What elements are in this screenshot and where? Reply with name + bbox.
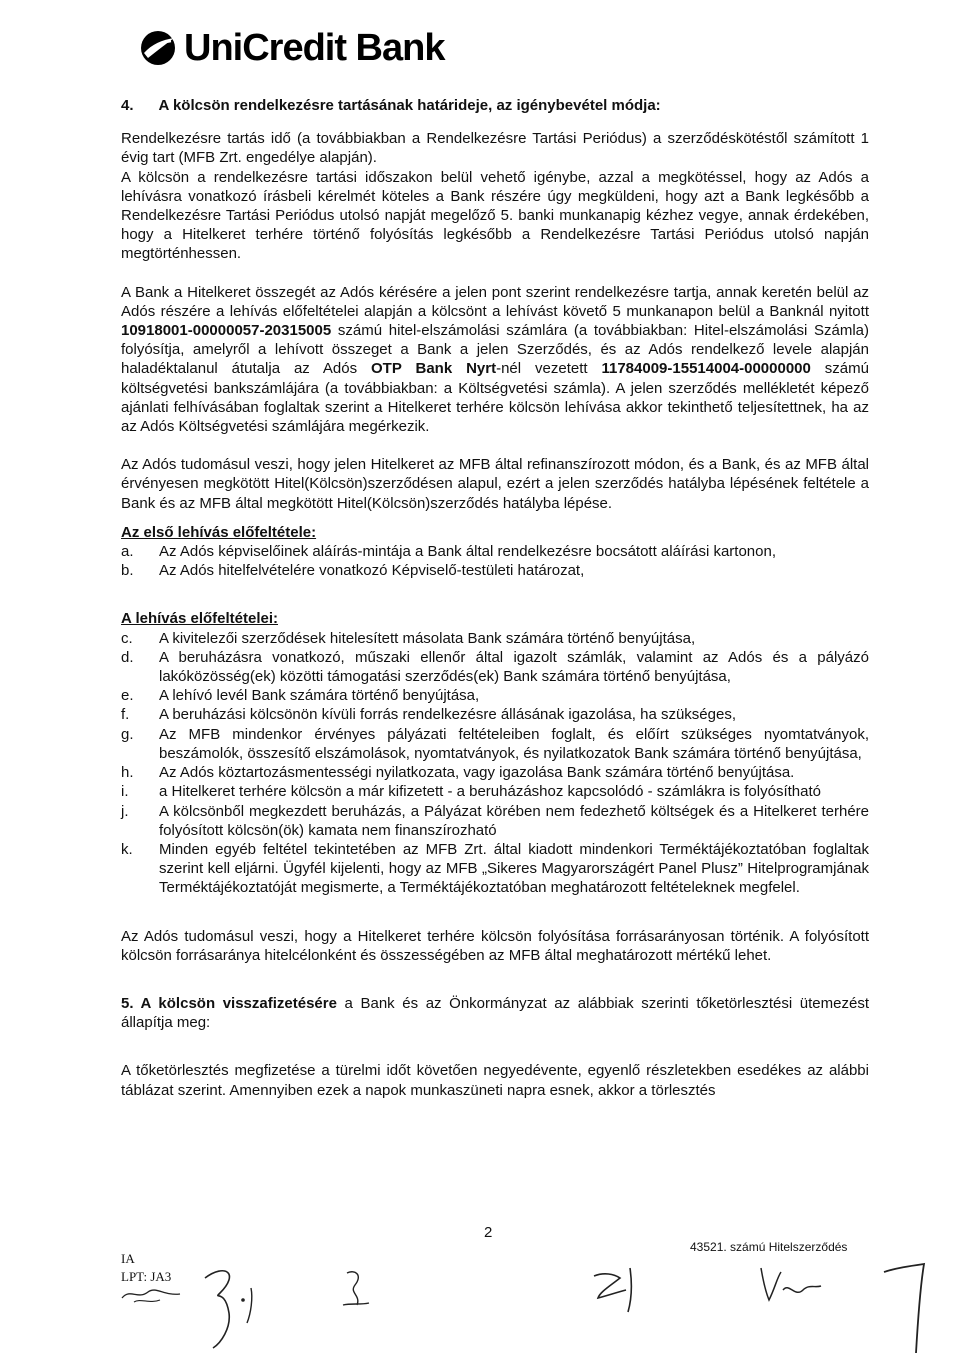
list-item-text: A kivitelezői szerződések hitelesített másolata Bank számára történő benyújtása, — [159, 629, 696, 647]
list-item — [121, 782, 869, 801]
list-item-text: A beruházási kölcsönön kívüli forrás rendelkezésre állásának igazolása, ha szükséges, — [159, 706, 736, 724]
call-conditions-heading: A lehívás előfeltételei: — [121, 610, 279, 628]
section-4-paragraph-1: Rendelkezésre tartás idő (a továbbiakban a Rendelkezésre Tartási Periódus) a szerződéskötéstől számított 1 évig tart (MFB Zrt. engedélye alapján). — [121, 130, 869, 167]
list-item-label: e. — [121, 687, 134, 705]
list-item-text: a Hitelkeret terhére kölcsön a már kifizetett - a beruházáshoz kapcsolódó - számlákra is folyósítható — [159, 783, 821, 801]
bank-name: OTP Bank Nyrt — [371, 360, 497, 378]
list-item — [121, 648, 869, 686]
list-item — [121, 629, 869, 648]
text-run: számú hitel-elszámolási számlára (a továbbiakban: Hitel-elszámolási Számla) folyósítja, amelyről a lehívott összeget a Bank a jelen Szerződés, és az Adós rendelkező levele alapján haladéktalanul átutalja az Adós — [121, 322, 869, 378]
list-item-text: Az Adós hitelfelvételére vonatkozó Képviselő-testületi határozat, — [159, 562, 585, 580]
signature-5 — [755, 1262, 825, 1312]
list-item-text: A kölcsönből megkezdett beruházás, a Pályázat körében nem fedezhető költségek és a Hitelkeret terhére folyósított kölcsön(ök) kamata nem finanszírozható — [159, 802, 869, 839]
signature-4 — [590, 1262, 650, 1322]
signature-3 — [335, 1265, 375, 1315]
first-call-list — [121, 542, 869, 580]
list-item-label: d. — [121, 648, 134, 666]
page-number: 2 — [484, 1224, 493, 1241]
page-footer — [0, 1210, 960, 1366]
initials-line-1: IA — [121, 1251, 135, 1266]
section-4-paragraph-4: Az Adós tudomásul veszi, hogy jelen Hitelkeret az MFB által refinanszírozott módon, és a Bank, és az MFB által érvényesen megkötött Hitel(Kölcsön)szerződésen alapul, ezért a jelen szerződés hatályba lépésének feltétele a Bank és az MFB által megkötött Hitel(Kölcsön)szerződés hatályba lépése. — [121, 456, 869, 512]
list-item-label: a. — [121, 543, 134, 561]
list-item-label: c. — [121, 629, 133, 647]
initials-line-2: LPT: JA3 — [121, 1269, 172, 1284]
section-4-paragraph-5: Az Adós tudomásul veszi, hogy a Hitelkeret terhére kölcsön folyósítása forrásarányosan történik. A folyósított kölcsön forrásaránya hitelcélonként és összességében az MFB által meghatározott mértékű lehet. — [121, 927, 869, 964]
list-item-text: Minden egyéb feltétel tekintetében az MFB Zrt. által kiadott mindenkori Terméktájékoztatóban foglaltak szerint kell eljárni. Ügyfél kijelenti, hogy az MFB „Sikeres Magyarországért Panel Plusz” Hitelprogramjának Terméktájékoztatóját megismerte, a Terméktájékoztatóban meghatározott feltételeknek megfelel. — [159, 840, 869, 897]
text-run: -nél vezetett — [496, 360, 602, 378]
account-number-2: 11784009-15514004-00000000 — [601, 360, 811, 378]
signature-1 — [120, 1270, 190, 1310]
list-item-label: f. — [121, 706, 130, 724]
list-item-text: A lehívó levél Bank számára történő benyújtása, — [159, 687, 480, 705]
list-item-label: g. — [121, 725, 134, 743]
call-conditions-list — [121, 629, 869, 898]
section-5-heading: 5. A kölcsön visszafizetésére — [121, 994, 337, 1012]
list-item-label: h. — [121, 764, 134, 782]
logo-text: UniCredit Bank — [184, 26, 445, 69]
section-4-paragraph-2: A kölcsön a rendelkezésre tartási időszakon belül vehető igénybe, azzal a megkötéssel, hogy az Adós a lehívásra vonatkozó írásbeli kérelmét köteles a Bank részére úgy megküldeni, hogy azt a Bank legkésőbb a Rendelkezésre Tartási Periódus utolsó napját megelőző 5. banki munkanapig kézhez vegye, annak érdekében, hogy a Hitelkeret terhére történő folyósítás legkésőbb a Rendelkezésre Tartási Periódus utolsó napján megtörténhessen. — [121, 168, 869, 263]
bank-logo — [138, 22, 444, 74]
section-4-paragraph-3 — [121, 283, 869, 437]
list-item-label: k. — [121, 840, 133, 858]
list-item-label: i. — [121, 783, 129, 801]
contract-reference: 43521. számú Hitelszerződés — [690, 1240, 848, 1254]
list-item-label: j. — [121, 802, 129, 820]
list-item — [121, 725, 869, 763]
unicredit-swoosh-icon — [138, 28, 178, 68]
first-call-heading: Az első lehívás előfeltétele: — [121, 523, 317, 541]
list-item — [121, 763, 869, 782]
list-item — [121, 686, 869, 705]
signature-2 — [195, 1258, 275, 1353]
list-item — [121, 802, 869, 840]
list-item-text: Az Adós képviselőinek aláírás-mintája a Bank által rendelkezésre bocsátott aláírási kartonon, — [159, 543, 776, 561]
section-4-heading: 4. A kölcsön rendelkezésre tartásának határideje, az igénybevétel módja: — [121, 97, 661, 114]
section-5-paragraph-1 — [121, 994, 869, 1032]
text-run: A Bank a Hitelkeret összegét az Adós kérésére a jelen pont szerint rendelkezésre tartja, annak keretén belül az Adós részére a lehívás előfeltételei alapján a kölcsönt a lehívást követő 5 munkanapon belül a Banknál nyitott — [121, 283, 869, 320]
document-body — [121, 96, 869, 1100]
section-5-paragraph-2: A tőketörlesztés megfizetése a türelmi időt követően negyedévente, egyenlő részletekben esedékes az alábbi táblázat szerint. Amennyiben ezek a napok munkaszüneti napra esnek, akkor a törlesztés — [121, 1062, 869, 1099]
list-item-text: Az Adós köztartozásmentességi nyilatkozata, vagy igazolása Bank számára történő benyújtása. — [159, 764, 795, 782]
list-item — [121, 561, 869, 580]
list-item — [121, 705, 869, 724]
text-run: a Bank és az Önkormányzat az alábbiak szerinti tőketörlesztési ütemezést állapítja meg: — [121, 994, 869, 1032]
signature-6 — [880, 1258, 930, 1358]
list-item — [121, 542, 869, 561]
text-run: számú költségvetési bankszámlájára (a továbbiakban: a Költségvetési számla). A jelen szerződés mellékletét képező ajánlati felhívásában foglaltak szerint a Hitelkeret terhére kölcsön lehívása akkor tekinthető teljesítettnek, ha az az Adós Költségvetési számlájára megérkezik. — [121, 360, 869, 436]
list-item-text: A beruházásra vonatkozó, műszaki ellenőr által igazolt számlák, valamint az Adós és a pályázó lakóközösség(ek) közötti támogatási szerződés(ek) Bank számára történő benyújtása, — [159, 648, 869, 686]
list-item-label: b. — [121, 562, 134, 580]
account-number-1: 10918001-00000057-20315005 — [121, 322, 332, 340]
list-item-text: Az MFB mindenkor érvényes pályázati feltételeiben foglalt, és előírt szükséges nyomtatványok, beszámolók, összesítő elszámolások, nyomtatványok, és nyilatkozatok Bank számára történő benyújtása, — [159, 725, 869, 762]
list-item — [121, 840, 869, 898]
